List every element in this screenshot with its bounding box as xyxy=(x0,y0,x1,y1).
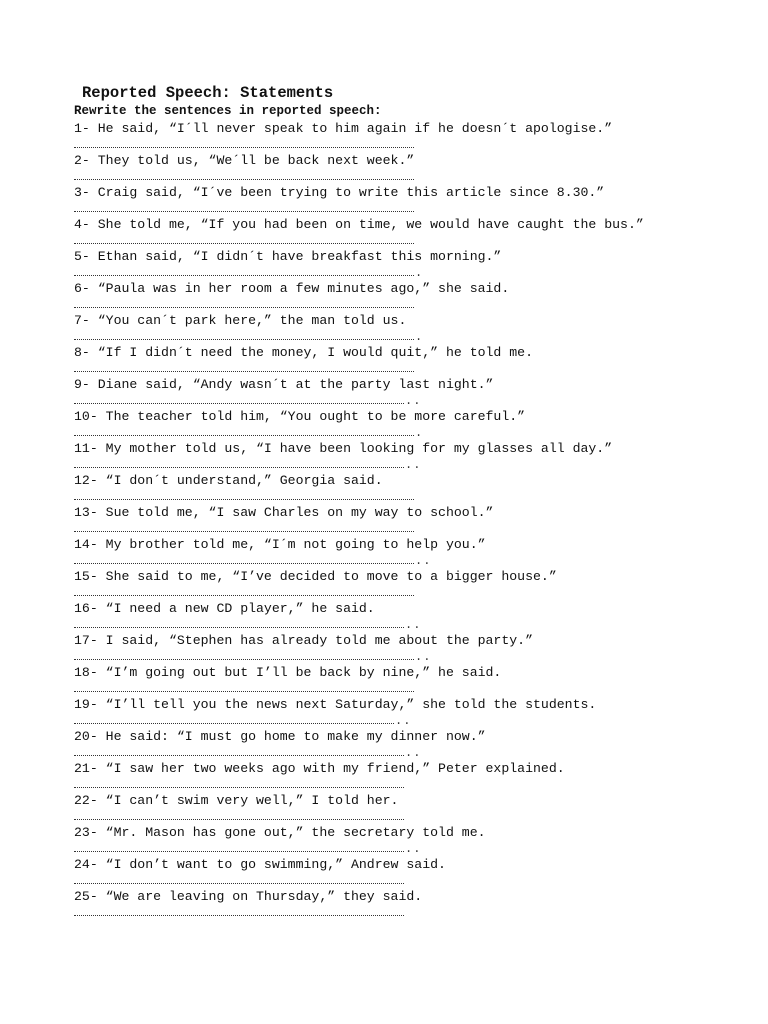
answer-dotted-line xyxy=(74,595,414,596)
answer-line[interactable] xyxy=(74,617,694,633)
answer-dotted-line xyxy=(74,883,404,884)
answer-line[interactable] xyxy=(74,873,694,889)
exercise-item xyxy=(74,665,694,697)
exercise-item xyxy=(74,473,694,505)
answer-line[interactable] xyxy=(74,553,694,569)
exercise-sentence: 23- “Mr. Mason has gone out,” the secretary told me. xyxy=(74,825,486,840)
answer-trailing-dots: .. xyxy=(405,842,422,856)
exercise-sentence: 7- “You can´t park here,” the man told us. xyxy=(74,313,407,328)
answer-trailing-dots: .. xyxy=(415,554,432,568)
exercise-sentence: 5- Ethan said, “I didn´t have breakfast this morning.” xyxy=(74,249,502,264)
answer-trailing-dots: .. xyxy=(405,458,422,472)
answer-line[interactable] xyxy=(74,201,694,217)
exercise-sentence: 18- “I’m going out but I’ll be back by nine,” he said. xyxy=(74,665,502,680)
answer-line[interactable] xyxy=(74,425,694,441)
answer-line[interactable] xyxy=(74,777,694,793)
exercise-sentence: 15- She said to me, “I’ve decided to move to a bigger house.” xyxy=(74,569,557,584)
answer-trailing-dots: . xyxy=(415,330,424,344)
exercise-item xyxy=(74,761,694,793)
exercise-item xyxy=(74,121,694,153)
exercise-sentence: 1- He said, “I´ll never speak to him again if he doesn´t apologise.” xyxy=(74,121,613,136)
exercise-sentence: 13- Sue told me, “I saw Charles on my way to school.” xyxy=(74,505,494,520)
answer-line[interactable] xyxy=(74,169,694,185)
exercise-sentence: 21- “I saw her two weeks ago with my friend,” Peter explained. xyxy=(74,761,565,776)
exercise-sentence: 11- My mother told us, “I have been looking for my glasses all day.” xyxy=(74,441,613,456)
exercise-sentence: 20- He said: “I must go home to make my dinner now.” xyxy=(74,729,486,744)
exercise-item xyxy=(74,537,694,569)
answer-trailing-dots: .. xyxy=(405,394,422,408)
answer-dotted-line xyxy=(74,755,404,756)
answer-dotted-line xyxy=(74,339,414,340)
exercise-sentence: 10- The teacher told him, “You ought to be more careful.” xyxy=(74,409,526,424)
exercise-item xyxy=(74,185,694,217)
exercise-list xyxy=(74,121,694,921)
exercise-sentence: 12- “I don´t understand,” Georgia said. xyxy=(74,473,383,488)
answer-dotted-line xyxy=(74,659,414,660)
answer-line[interactable] xyxy=(74,713,694,729)
answer-dotted-line xyxy=(74,275,414,276)
exercise-item xyxy=(74,793,694,825)
exercise-item xyxy=(74,505,694,537)
exercise-item xyxy=(74,409,694,441)
answer-line[interactable] xyxy=(74,681,694,697)
exercise-item xyxy=(74,281,694,313)
exercise-sentence: 9- Diane said, “Andy wasn´t at the party last night.” xyxy=(74,377,494,392)
exercise-sentence: 22- “I can’t swim very well,” I told her. xyxy=(74,793,399,808)
exercise-item xyxy=(74,569,694,601)
answer-line[interactable] xyxy=(74,809,694,825)
answer-trailing-dots: . xyxy=(415,426,424,440)
exercise-item xyxy=(74,601,694,633)
answer-dotted-line xyxy=(74,723,394,724)
answer-line[interactable] xyxy=(74,233,694,249)
answer-line[interactable] xyxy=(74,393,694,409)
exercise-sentence: 14- My brother told me, “I´m not going to help you.” xyxy=(74,537,486,552)
answer-line[interactable] xyxy=(74,489,694,505)
answer-line[interactable] xyxy=(74,521,694,537)
exercise-item xyxy=(74,345,694,377)
exercise-item xyxy=(74,217,694,249)
answer-line[interactable] xyxy=(74,649,694,665)
answer-trailing-dots: .. xyxy=(395,714,412,728)
answer-dotted-line xyxy=(74,851,404,852)
exercise-sentence: 24- “I don’t want to go swimming,” Andrew said. xyxy=(74,857,446,872)
answer-line[interactable] xyxy=(74,745,694,761)
exercise-sentence: 19- “I’ll tell you the news next Saturday,” she told the students. xyxy=(74,697,597,712)
answer-line[interactable] xyxy=(74,361,694,377)
answer-trailing-dots: .. xyxy=(405,618,422,632)
answer-line[interactable] xyxy=(74,329,694,345)
exercise-item xyxy=(74,441,694,473)
answer-trailing-dots: . xyxy=(415,266,424,280)
exercise-sentence: 16- “I need a new CD player,” he said. xyxy=(74,601,375,616)
exercise-item xyxy=(74,857,694,889)
exercise-sentence: 8- “If I didn´t need the money, I would quit,” he told me. xyxy=(74,345,533,360)
answer-dotted-line xyxy=(74,147,414,148)
exercise-item xyxy=(74,313,694,345)
answer-dotted-line xyxy=(74,403,404,404)
answer-dotted-line xyxy=(74,563,414,564)
answer-trailing-dots: .. xyxy=(405,746,422,760)
answer-dotted-line xyxy=(74,691,414,692)
answer-line[interactable] xyxy=(74,297,694,313)
answer-dotted-line xyxy=(74,787,404,788)
exercise-sentence: 2- They told us, “We´ll be back next week.” xyxy=(74,153,415,168)
answer-line[interactable] xyxy=(74,841,694,857)
exercise-item xyxy=(74,729,694,761)
answer-line[interactable] xyxy=(74,265,694,281)
exercise-sentence: 3- Craig said, “I´ve been trying to write this article since 8.30.” xyxy=(74,185,605,200)
exercise-sentence: 4- She told me, “If you had been on time, we would have caught the bus.” xyxy=(74,217,644,232)
answer-dotted-line xyxy=(74,627,404,628)
answer-dotted-line xyxy=(74,819,404,820)
answer-trailing-dots: .. xyxy=(415,650,432,664)
answer-line[interactable] xyxy=(74,905,694,921)
exercise-sentence: 25- “We are leaving on Thursday,” they said. xyxy=(74,889,423,904)
worksheet-instruction: Rewrite the sentences in reported speech: xyxy=(74,104,382,118)
exercise-item xyxy=(74,377,694,409)
exercise-item xyxy=(74,633,694,665)
exercise-item xyxy=(74,825,694,857)
answer-dotted-line xyxy=(74,243,414,244)
answer-dotted-line xyxy=(74,499,414,500)
answer-dotted-line xyxy=(74,531,414,532)
answer-line[interactable] xyxy=(74,137,694,153)
answer-line[interactable] xyxy=(74,585,694,601)
exercise-sentence: 17- I said, “Stephen has already told me about the party.” xyxy=(74,633,533,648)
answer-dotted-line xyxy=(74,307,414,308)
exercise-item xyxy=(74,889,694,921)
exercise-item xyxy=(74,697,694,729)
answer-dotted-line xyxy=(74,915,404,916)
answer-line[interactable] xyxy=(74,457,694,473)
answer-dotted-line xyxy=(74,435,414,436)
worksheet-title: Reported Speech: Statements xyxy=(82,84,334,102)
answer-dotted-line xyxy=(74,467,404,468)
exercise-item xyxy=(74,249,694,281)
exercise-item xyxy=(74,153,694,185)
exercise-sentence: 6- “Paula was in her room a few minutes ago,” she said. xyxy=(74,281,510,296)
answer-dotted-line xyxy=(74,179,414,180)
answer-dotted-line xyxy=(74,371,414,372)
answer-dotted-line xyxy=(74,211,414,212)
